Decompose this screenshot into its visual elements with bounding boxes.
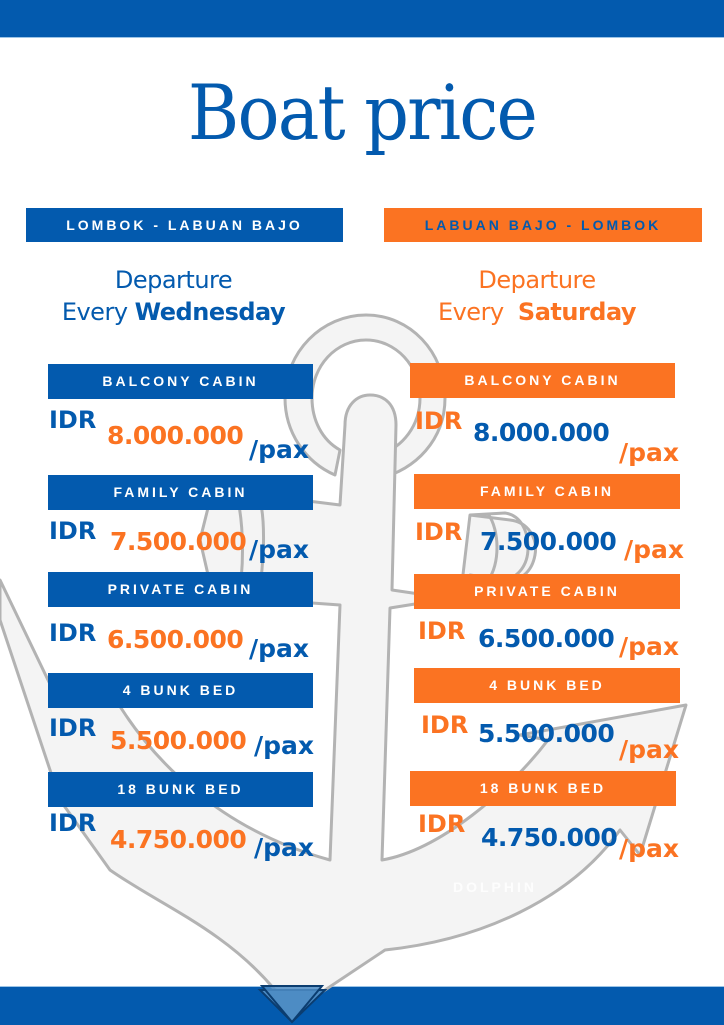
route-label-lombok-labuan-bajo: LOMBOK - LABUAN BAJO xyxy=(26,208,343,242)
currency-label: IDR xyxy=(49,619,97,647)
currency-label: IDR xyxy=(418,617,466,645)
price-amount: 8.000.000 xyxy=(107,421,244,450)
price-amount: 7.500.000 xyxy=(110,527,247,556)
currency-label: IDR xyxy=(415,518,463,546)
price-amount: 7.500.000 xyxy=(480,527,617,556)
price-unit: /pax xyxy=(254,833,315,862)
price-unit: /pax xyxy=(249,535,310,564)
departure-label: Departure xyxy=(478,266,596,294)
price-amount: 4.750.000 xyxy=(481,823,618,852)
price-unit: /pax xyxy=(619,735,680,764)
departure-every: Every xyxy=(61,298,128,326)
cabin-label: PRIVATE CABIN xyxy=(48,572,313,607)
departure-day-line xyxy=(410,296,664,328)
price-amount: 5.500.000 xyxy=(478,719,615,748)
cabin-label: BALCONY CABIN xyxy=(410,363,675,398)
currency-label: IDR xyxy=(49,809,97,837)
departure-every: Every xyxy=(437,298,504,326)
price-unit: /pax xyxy=(249,634,310,663)
currency-label: IDR xyxy=(415,407,463,435)
price-unit: /pax xyxy=(619,438,680,467)
cabin-label: 4 BUNK BED xyxy=(414,668,680,703)
departure-day-line xyxy=(40,296,307,328)
watermark-text: DOLPHIN xyxy=(453,879,537,895)
price-unit: /pax xyxy=(624,535,685,564)
price-amount: 4.750.000 xyxy=(110,825,247,854)
cabin-label: 4 BUNK BED xyxy=(48,673,313,708)
price-amount: 6.500.000 xyxy=(478,624,615,653)
price-amount: 8.000.000 xyxy=(473,418,610,447)
cabin-label: 18 BUNK BED xyxy=(48,772,313,807)
cabin-label: PRIVATE CABIN xyxy=(414,574,680,609)
departure-schedule-left xyxy=(40,264,307,328)
departure-label: Departure xyxy=(114,266,233,294)
currency-label: IDR xyxy=(421,711,469,739)
cabin-label: FAMILY CABIN xyxy=(48,475,313,510)
price-unit: /pax xyxy=(249,435,310,464)
departure-day: Wednesday xyxy=(134,298,286,326)
departure-day: Saturday xyxy=(517,298,637,326)
price-amount: 5.500.000 xyxy=(110,726,247,755)
price-amount: 6.500.000 xyxy=(107,625,244,654)
currency-label: IDR xyxy=(49,517,97,545)
cabin-label: FAMILY CABIN xyxy=(414,474,680,509)
currency-label: IDR xyxy=(49,406,97,434)
cabin-label: BALCONY CABIN xyxy=(48,364,313,399)
currency-label: IDR xyxy=(418,810,466,838)
price-unit: /pax xyxy=(619,632,680,661)
price-unit: /pax xyxy=(254,731,315,760)
currency-label: IDR xyxy=(49,714,97,742)
cabin-label: 18 BUNK BED xyxy=(410,771,676,806)
page-title: Boat price xyxy=(187,68,537,157)
route-label-labuan-bajo-lombok: LABUAN BAJO - LOMBOK xyxy=(384,208,702,242)
price-unit: /pax xyxy=(619,834,680,863)
departure-schedule-right xyxy=(410,264,664,328)
